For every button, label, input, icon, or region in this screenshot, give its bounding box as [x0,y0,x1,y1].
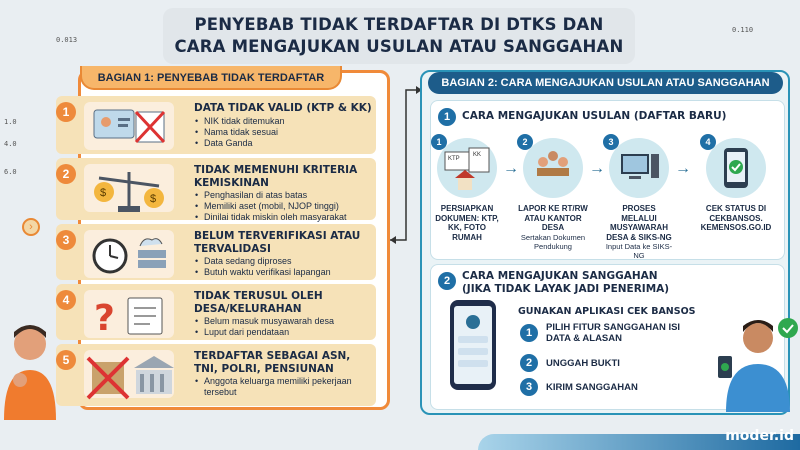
step-number: 2 [520,354,538,372]
connector-arrow [388,80,424,250]
item-bullets [194,190,379,223]
step-number: 1 [520,324,538,342]
item-bullets [194,256,379,278]
chevron-right-icon: › [22,218,40,236]
objection-step [520,378,638,396]
item-number: 4 [56,290,76,310]
documents-icon [437,138,497,198]
computer-icon [609,138,669,198]
step [690,138,782,233]
item-title: TIDAK TERUSUL OLEH DESA/KELURAHAN [194,290,323,315]
objection-step [520,322,686,344]
step-number: 2 [517,134,533,150]
bullet: • Belum masuk musyawarah desa [194,316,379,327]
bullet: • Nama tidak sesuai [194,127,379,138]
arrow-right-icon: → [675,160,691,177]
person-with-phone-illustration [712,316,800,412]
bullet: • Data sedang diproses [194,256,379,267]
bullet: • Penghasilan di atas batas [194,190,379,201]
step-number: 4 [700,134,716,150]
step-label: PILIH FITUR SANGGAHAN ISI DATA & ALASAN [546,322,681,344]
confused-person-illustration [0,320,62,420]
phone-app-illustration [450,300,496,390]
balance-scale-icon [84,164,174,212]
ktp-tag: KTP [448,156,460,162]
arrow-right-icon: → [503,160,519,177]
step-sublabel: Sertakan Dokumen Pendukung [520,232,586,251]
step-label: PROSES MELALUI MUSYAWARAH DESA & SIKS-NG [606,204,672,242]
deco-number: 0.110 [732,26,754,34]
section-subtitle: (JIKA TIDAK LAYAK JADI PENERIMA) [462,283,670,295]
item-bullets [194,376,379,398]
part2-title: BAGIAN 2: CARA MENGAJUKAN USULAN ATAU SANGGAHAN [428,72,783,94]
step-label: LAPOR KE RT/RW ATAU KANTOR DESA [518,204,588,232]
item-title: DATA TIDAK VALID (KTP & KK) [194,102,372,114]
item-title: BELUM TERVERIFIKASI ATAU TERVALIDASI [194,230,361,255]
phone-check-icon [706,138,766,198]
section-title: CARA MENGAJUKAN USULAN (DAFTAR BARU) [462,110,727,122]
item-number: 1 [56,102,76,122]
app-title: GUNAKAN APLIKASI CEK BANSOS [518,306,696,317]
step [432,138,502,242]
meeting-icon [523,138,583,198]
svg-text:?: ? [94,298,115,338]
step-number: 3 [520,378,538,396]
cause-item [56,344,376,406]
government-building-icon [84,350,174,398]
section-title: CARA MENGAJUKAN SANGGAHAN [462,270,658,282]
id-card-icon [84,102,174,150]
question-mark-icon [84,290,174,338]
item-bullets [194,116,379,149]
deco-number: 6.0 [4,168,17,176]
brand-logo: moder.id [725,428,794,444]
step [604,138,674,260]
step-label: KIRIM SANGGAHAN [546,381,638,393]
item-number: 5 [56,350,76,370]
bullet: • Butuh waktu verifikasi lapangan [194,267,379,278]
stopwatch-icon [84,230,174,278]
deco-number: 4.0 [4,140,17,148]
kk-tag: KK [473,152,482,158]
svg-text:$: $ [150,193,157,205]
page-title [163,8,635,64]
bullet: • Memiliki aset (mobil, NJOP tinggi) [194,201,379,212]
section-number: 1 [438,108,456,126]
title-line-2: CARA MENGAJUKAN USULAN ATAU SANGGAHAN [174,37,624,56]
bullet: • NIK tidak ditemukan [194,116,379,127]
bullet: • Data Ganda [194,138,379,149]
step-label: UNGGAH BUKTI [546,357,620,369]
bullet: • Dinilai tidak miskin oleh masyarakat [194,212,379,223]
deco-number: 1.0 [4,118,17,126]
deco-number: 0.013 [56,36,78,44]
item-number: 2 [56,164,76,184]
cause-item [56,224,376,280]
step-label: PERSIAPKAN DOKUMEN: KTP, KK, FOTO RUMAH [435,204,499,242]
item-number: 3 [56,230,76,250]
cause-item [56,284,376,340]
step-number: 1 [431,134,447,150]
objection-step [520,354,620,372]
item-bullets [194,316,379,338]
svg-text:$: $ [100,187,107,199]
step-number: 3 [603,134,619,150]
item-title: TERDAFTAR SEBAGAI ASN, TNI, POLRI, PENSIUNAN [194,350,351,375]
cause-item [56,158,376,220]
step-label: CEK STATUS DI CEKBANSOS. KEMENSOS.GO.ID [700,204,772,232]
cause-item [56,96,376,154]
item-title: TIDAK MEMENUHI KRITERIA KEMISKINAN [194,164,358,189]
step [518,138,588,251]
bullet: • Luput dari pendataan [194,327,379,338]
part1-title: BAGIAN 1: PENYEBAB TIDAK TERDAFTAR [80,66,342,90]
arrow-right-icon: → [589,160,605,177]
title-line-1: PENYEBAB TIDAK TERDAFTAR DI DTKS DAN [194,15,604,34]
section-number: 2 [438,272,456,290]
bullet: • Anggota keluarga memiliki pekerjaan tersebut [194,376,379,398]
step-sublabel: Input Data ke SIKS-NG [605,242,673,260]
